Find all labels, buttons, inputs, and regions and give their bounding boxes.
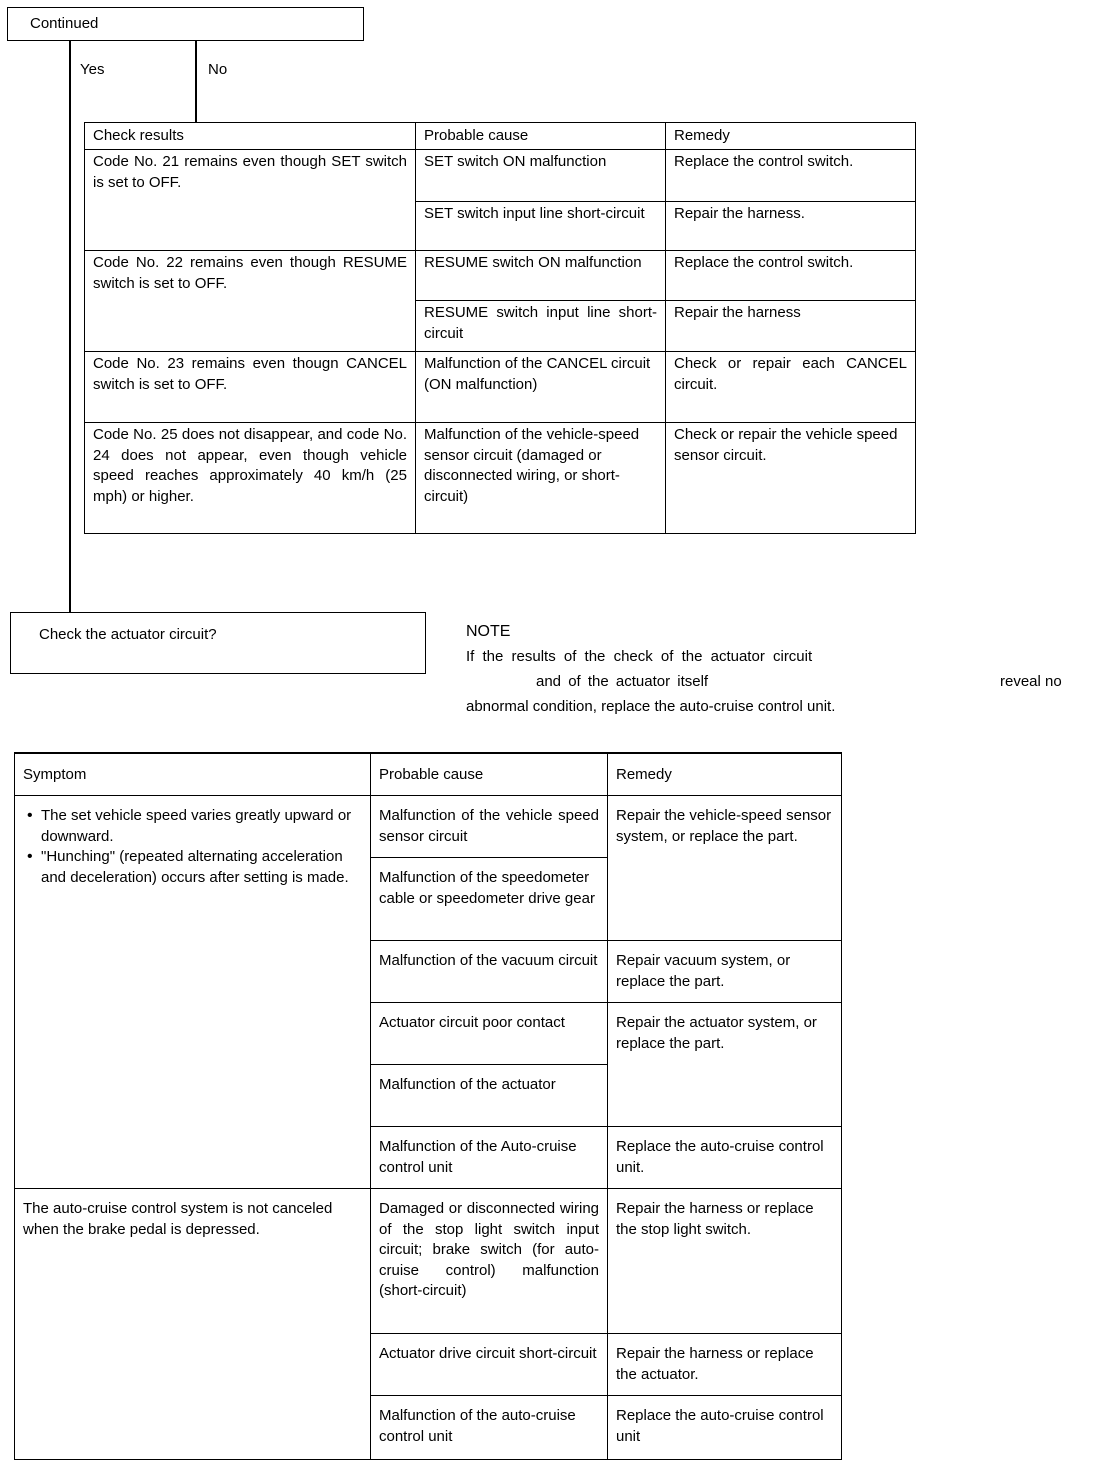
table2-remedy: Repair the harness or replace the stop light switch. bbox=[607, 1188, 842, 1334]
table1-cause: Malfunction of the vehicle-speed sensor circuit (damaged or disconnected wiring, or short-circuit) bbox=[415, 422, 666, 534]
yes-label: Yes bbox=[80, 61, 105, 78]
note-line2a: and of the actuator itself bbox=[536, 673, 709, 690]
table2-symptom-speed-varies bbox=[14, 795, 371, 1189]
yes-branch-line bbox=[69, 40, 71, 612]
table2-cause: Malfunction of the actuator bbox=[370, 1064, 608, 1127]
table1-remedy: Repair the harness bbox=[665, 300, 916, 352]
table1-remedy: Repair the harness. bbox=[665, 201, 916, 251]
table2-header-symptom: Symptom bbox=[14, 753, 371, 796]
table2-remedy: Repair the actuator system, or replace the part. bbox=[607, 1002, 842, 1127]
note-line3: abnormal condition, replace the auto-cruise control unit. bbox=[466, 698, 836, 715]
table2-symptom-not-canceled: The auto-cruise control system is not canceled when the brake pedal is depressed. bbox=[14, 1188, 371, 1460]
table1-remedy: Replace the control switch. bbox=[665, 149, 916, 202]
table1-cause: RESUME switch ON malfunction bbox=[415, 250, 666, 301]
table1-check-code23: Code No. 23 remains even thougn CANCEL switch is set to OFF. bbox=[84, 351, 416, 423]
table1-check-code21: Code No. 21 remains even though SET switch is set to OFF. bbox=[84, 149, 416, 251]
table2-remedy: Repair the harness or replace the actuator. bbox=[607, 1333, 842, 1396]
table1-check-code22: Code No. 22 remains even though RESUME switch is set to OFF. bbox=[84, 250, 416, 352]
note-title: NOTE bbox=[466, 623, 511, 640]
table2-remedy: Replace the auto-cruise control unit. bbox=[607, 1126, 842, 1189]
table1-check-code25: Code No. 25 does not disappear, and code No. 24 does not appear, even though vehicle speed reaches approximately 40 km/h (25 mph) or higher. bbox=[84, 422, 416, 534]
note-line1: If the results of the check of the actuator circuit bbox=[466, 648, 813, 665]
table2-cause: Malfunction of the auto-cruise control unit bbox=[370, 1395, 608, 1460]
table1-header-remedy: Remedy bbox=[665, 122, 916, 150]
table2-cause: Malfunction of the speedometer cable or speedometer drive gear bbox=[370, 857, 608, 941]
table2-cause: Damaged or disconnected wiring of the stop light switch input circuit; brake switch (for auto-cruise control) malfunction (short-circuit) bbox=[370, 1188, 608, 1334]
no-label: No bbox=[208, 61, 228, 78]
table2-remedy: Replace the auto-cruise control unit bbox=[607, 1395, 842, 1460]
no-branch-line bbox=[195, 40, 197, 122]
table1-cause: SET switch ON malfunction bbox=[415, 149, 666, 202]
table1-cause: RESUME switch input line short-circuit bbox=[415, 300, 666, 352]
continued-label: Continued bbox=[30, 15, 99, 32]
table1-header-check: Check results bbox=[84, 122, 416, 150]
symptom-bullet: • "Hunching" (repeated alternating acceleration and deceleration) occurs after setting is made. bbox=[41, 847, 362, 888]
table1-remedy: Replace the control switch. bbox=[665, 250, 916, 301]
table1-header-cause: Probable cause bbox=[415, 122, 666, 150]
table2-cause: Actuator circuit poor contact bbox=[370, 1002, 608, 1065]
table2-cause: Actuator drive circuit short-circuit bbox=[370, 1333, 608, 1396]
table2-cause: Malfunction of the vehicle speed sensor circuit bbox=[370, 795, 608, 858]
table2-header-cause: Probable cause bbox=[370, 753, 608, 796]
table2-cause: Malfunction of the vacuum circuit bbox=[370, 940, 608, 1003]
symptom-bullet: • The set vehicle speed varies greatly upward or downward. bbox=[41, 806, 362, 847]
table2-header-remedy: Remedy bbox=[607, 753, 842, 796]
table2-cause: Malfunction of the Auto-cruise control unit bbox=[370, 1126, 608, 1189]
actuator-question: Check the actuator circuit? bbox=[39, 626, 217, 643]
continued-box bbox=[7, 7, 364, 41]
actuator-question-box bbox=[10, 612, 426, 674]
table2-remedy: Repair vacuum system, or replace the part. bbox=[607, 940, 842, 1003]
table1-cause: Malfunction of the CANCEL circuit (ON malfunction) bbox=[415, 351, 666, 423]
table1-cause: SET switch input line short-circuit bbox=[415, 201, 666, 251]
note-line2b: reveal no bbox=[1000, 673, 1062, 690]
table2-remedy: Repair the vehicle-speed sensor system, or replace the part. bbox=[607, 795, 842, 941]
table1-remedy: Check or repair each CANCEL circuit. bbox=[665, 351, 916, 423]
table1-remedy: Check or repair the vehicle speed sensor circuit. bbox=[665, 422, 916, 534]
